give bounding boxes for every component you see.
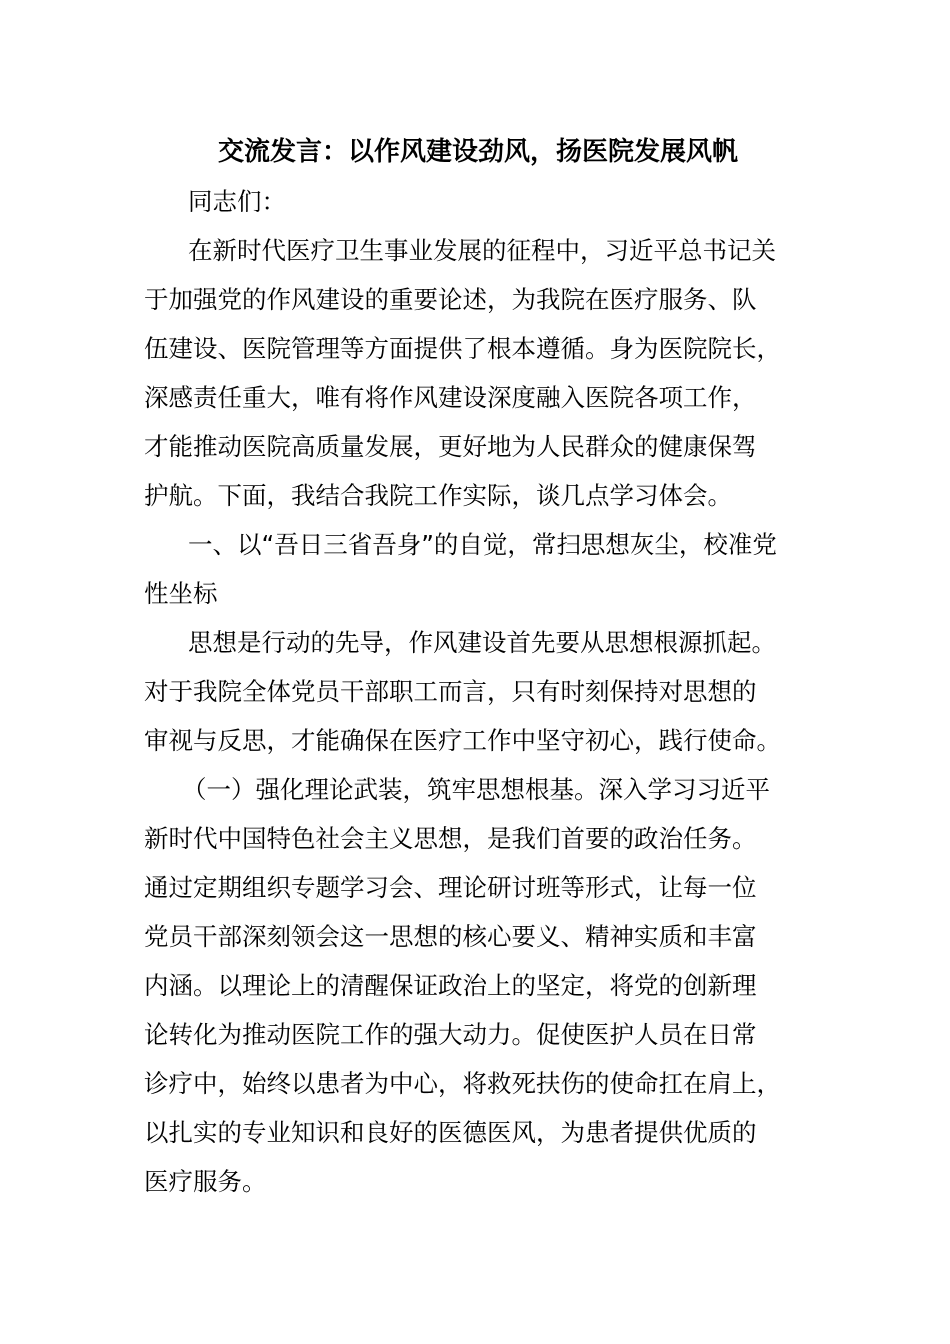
paragraph-line: 于加强党的作风建设的重要论述，为我院在医疗服务、队 [144,285,757,314]
subsection-paragraph [144,765,804,1206]
section-heading [144,520,804,618]
paragraph-line: 性坐标 [144,579,218,608]
section-body [144,618,804,765]
paragraph-line: 论转化为推动医院工作的强大动力。促使医护人员在日常 [144,1020,757,1049]
paragraph-line: 思想是行动的先导，作风建设首先要从思想根源抓起。 [188,628,776,657]
paragraph-line: 新时代中国特色社会主义思想，是我们首要的政治任务。 [144,824,757,853]
document-title: 交流发言：以作风建设劲风，扬医院发展风帆 [217,137,738,167]
salutation: 同志们： [188,187,286,216]
paragraph-line: 才能推动医院高质量发展，更好地为人民群众的健康保驾 [144,432,757,461]
paragraph-line: 护航。下面，我结合我院工作实际，谈几点学习体会。 [144,481,732,510]
paragraph-line: 诊疗中，始终以患者为中心，将救死扶伤的使命扛在肩上， [144,1069,781,1098]
paragraph-intro [144,226,804,520]
paragraph-line: 以扎实的专业知识和良好的医德医风，为患者提供优质的 [144,1118,757,1147]
paragraph-line: 党员干部深刻领会这一思想的核心要义、精神实质和丰富 [144,922,757,951]
document-body [144,128,804,1206]
paragraph-line: 审视与反思，才能确保在医疗工作中坚守初心，践行使命。 [144,726,781,755]
paragraph-line: 对于我院全体党员干部职工而言，只有时刻保持对思想的 [144,677,757,706]
paragraph-line: 医疗服务。 [144,1167,267,1196]
paragraph-line: 深感责任重大，唯有将作风建设深度融入医院各项工作， [144,383,757,412]
paragraph-line: 伍建设、医院管理等方面提供了根本遵循。身为医院院长， [144,334,781,363]
paragraph-line: 内涵。以理论上的清醒保证政治上的坚定，将党的创新理 [144,971,757,1000]
paragraph-line: 通过定期组织专题学习会、理论研讨班等形式，让每一位 [144,873,757,902]
paragraph-line: （一）强化理论武装，筑牢思想根基。深入学习习近平 [182,775,770,804]
paragraph-line: 在新时代医疗卫生事业发展的征程中，习近平总书记关 [188,236,776,265]
paragraph-line: 一、以“吾日三省吾身”的自觉，常扫思想灰尘，校准党 [188,530,777,559]
